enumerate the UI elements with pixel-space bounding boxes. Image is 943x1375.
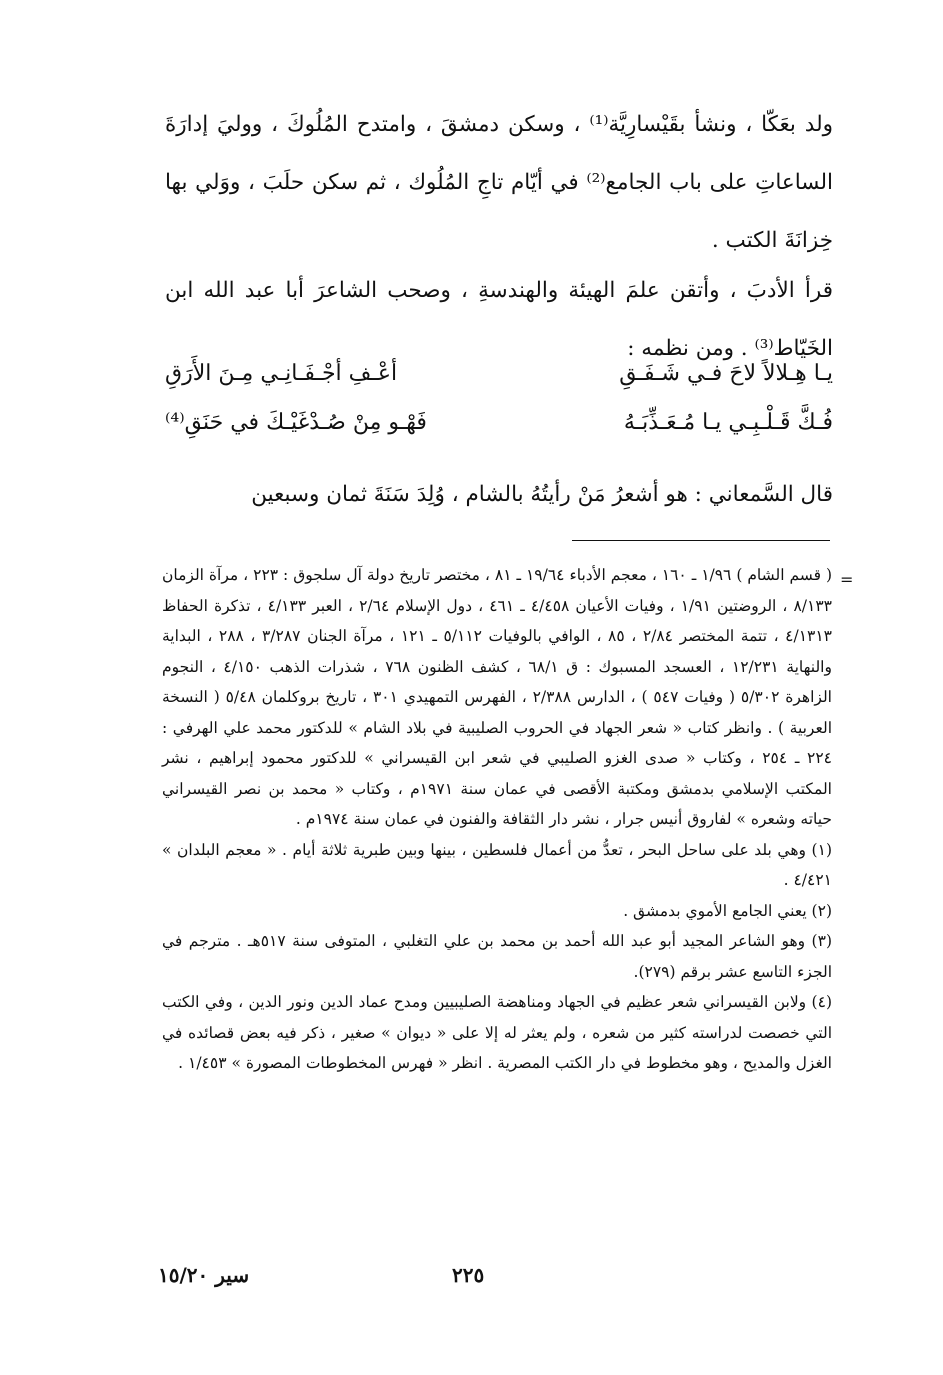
paragraph-text: قرأ الأدبَ ، وأتقن علمَ الهيئة والهندسةِ ، وصحب الشاعرَ أبا عبد الله ابن الخَيّاط⁽³⁾ . ومن نظمه : — [165, 278, 833, 361]
verse-first-hemistich: فُـكَّ قَـلْـبِـي يـا مُـعَـذِّبَـهُ — [623, 410, 833, 435]
footnote-3: (٣) وهو الشاعر المجيد أبو عبد الله أحمد بن محمد بن علي التغلبي ، المتوفى سنة ٥١٧هـ . مترجم في الجزء التاسع عشر برقم (٢٧٩). — [162, 932, 832, 981]
paragraph-text: ولد بعَكّا ، ونشأ بقَيْسارِيَّة⁽¹⁾ ، وسكن دمشقَ ، وامتدح المُلُوكَ ، ووليَ إدارَةَ الساعاتِ على باب الجامع⁽²⁾ في أيّام تاجِ المُلُوك ، ثم سكن حلَبَ ، ووَلي بها خِزانَةَ الكتب . — [165, 112, 834, 253]
verse-second-hemistich: فَهْـو مِنْ صُـدْغَيْـكَ في حَنَقِ⁽⁴⁾ — [165, 410, 427, 435]
verse-second-hemistich: أعْـفِ أجْـفَـانِـي مِـنَ الأَرَقِ — [165, 361, 398, 386]
footnote-continuation-mark: = — [840, 570, 854, 589]
page-number: ٢٢٥ — [452, 1263, 485, 1287]
volume-signature: سير ١٥/٢٠ — [158, 1263, 250, 1287]
footnote-1: (١) وهي بلد على ساحل البحر ، تعدُّ من أعمال فلسطين ، بينها وبين طبرية ثلاثة أيام . « معجم البلدان » ٤/٤٢١ . — [162, 840, 832, 889]
footnote-continuation: ( قسم الشام ) ١/٩٦ ـ ١٦٠ ، معجم الأدباء ١٩/٦٤ ـ ٨١ ، مختصر تاريخ دولة آل سلجوق : ٢٢٣ ، مرآة الزمان ٨/١٣٣ ، الروضتين ١/٩١ ، وفيات الأعيان ٤/٤٥٨ ـ ٤٦١ ، دول الإسلام ٢/٦٤ ، العبر ٤/١٣٣ ، تذكرة الحفاظ ٤/١٣١٣ ، تتمة المختصر ٢/٨٤ ، ٨٥ ، الوافي بالوفيات ٥/١١٢ ـ ١٢١ ، مرآة الجنان ٣/٢٨٧ ، ٢٨٨ ، البداية والنهاية ١٢/٢٣١ ، العسجد المسبوك : ق ٦٨/١ ، كشف الظنون ٧٦٨ ، شذرات الذهب ٤/١٥٠ ، النجوم الزاهرة ٥/٣٠٢ ( وفيات ٥٤٧ ) ، الدارس ٢/٣٨٨ ، الفهرس التمهيدي ٣٠١ ، تاريخ بروكلمان ٥/٤٨ ( النسخة العربية ) . وانظر كتاب « شعر الجهاد في الحروب الصليبية في بلاد الشام » للدكتور محمد علي الهرفي : ٢٢٤ ـ ٢٥٤ ، وكتاب « صدى الغزو الصليبي في شعر ابن القيسراني » للدكتور محمود إبراهيم ، نشر المكتب الإسلامي بدمشق ومكتبة الأقصى في عمان سنة ١٩٧١م ، وكتاب « محمد بن نصر القيسراني حياته وشعره » لفاروق أنيس جرار ، نشر دار الثقافة والفنون في عمان سنة ١٩٧٤م . — [162, 566, 833, 828]
footnote-4: (٤) ولابن القيسراني شعر عظيم في الجهاد ومناهضة الصليبيين ومدح عماد الدين ونور الدين ، وفي الكتب التي خصصت لدراسته كثير من شعره ، ولم يعثر له إلا على « ديوان » صغير ، ذكر فيه بعض قصائده في الغزل والمديح ، وهو مخطوط في دار الكتب المصرية . انظر « فهرس المخطوطات المصورة » ١/٤٥٣ . — [162, 993, 832, 1072]
poem-verse — [165, 410, 833, 450]
footnote-2: (٢) يعني الجامع الأموي بدمشق . — [623, 901, 832, 920]
body-paragraph-biography — [165, 96, 833, 270]
footnotes-section — [162, 560, 832, 1079]
verse-first-hemistich: يـا هِـلالاً لاحَ فـي شَـفَـقِ — [619, 361, 833, 386]
body-paragraph-samani-quote — [165, 466, 833, 524]
poem-verse — [165, 361, 833, 401]
paragraph-text: قال السَّمعاني : هو أشعرُ مَنْ رأيتُهُ بالشام ، وُلِدَ سَنَةَ ثمان وسبعين — [251, 482, 833, 507]
footnote-separator-rule — [572, 540, 830, 541]
